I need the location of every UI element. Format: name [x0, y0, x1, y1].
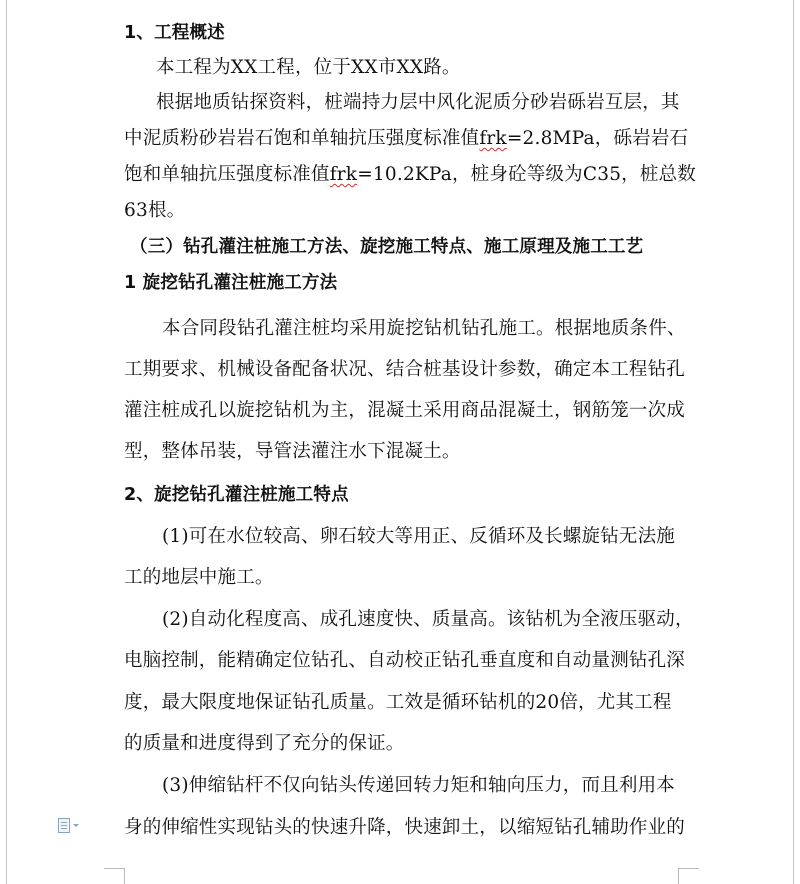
paragraph-line: 的质量和进度得到了充分的保证。 — [124, 733, 405, 754]
text-run: =10.2KPa，桩身砼等级为C35，桩总数 — [357, 164, 696, 185]
paragraph-line: 63根。 — [124, 200, 186, 221]
paragraph-line: 灌注桩成孔以旋挖钻机为主，混凝土采用商品混凝土，钢筋笼一次成 — [124, 400, 686, 421]
heading-project-overview: 1、工程概述 — [124, 23, 225, 43]
paragraph-line: 根据地质钻探资料，桩端持力层中风化泥质分砂岩砾岩互层，其 — [156, 92, 680, 113]
paragraph-line: 工期要求、机械设备配备状况、结合桩基设计参数，确定本工程钻孔 — [124, 359, 686, 380]
paragraph-line: (2)自动化程度高、成孔速度快、质量高。该钻机为全液压驱动， — [162, 609, 694, 630]
spelling-flag[interactable]: frk — [479, 128, 507, 149]
page-corner-mark-left — [104, 868, 125, 884]
dropdown-caret-icon — [73, 824, 79, 827]
section-heading: （三）钻孔灌注桩施工方法、旋挖施工特点、施工原理及施工工艺 — [130, 237, 644, 257]
text-run: 饱和单轴抗压强度标准值 — [124, 164, 330, 185]
paragraph-line — [124, 162, 696, 188]
subheading-method: 1 旋挖钻孔灌注桩施工方法 — [124, 273, 338, 293]
paragraph-line: 度，最大限度地保证钻孔质量。工效是循环钻机的20倍，尤其工程 — [124, 692, 672, 713]
paragraph-line: (1)可在水位较高、卵石较大等用正、反循环及长螺旋钻无法施 — [162, 526, 676, 547]
spelling-flag[interactable]: frk — [329, 164, 358, 185]
page-edge-right — [793, 0, 794, 884]
paragraph-line: 工的地层中施工。 — [124, 567, 274, 588]
paragraph-line: (3)伸缩钻杆不仅向钻头传递回转力矩和轴向压力，而且利用本 — [162, 775, 676, 796]
paragraph-line: 身的伸缩性实现钻头的快速升降，快速卸土，以缩短钻孔辅助作业的 — [124, 817, 686, 838]
text-run: =2.8MPa，砾岩岩石 — [506, 128, 689, 149]
paragraph-line: 电脑控制，能精确定位钻孔、自动校正钻孔垂直度和自动量测钻孔深 — [124, 650, 686, 671]
paragraph-line — [124, 126, 688, 152]
paste-options-button[interactable] — [58, 817, 88, 833]
paragraph-line: 本合同段钻孔灌注桩均采用旋挖钻机钻孔施工。根据地质条件、 — [162, 318, 686, 339]
paragraph-line: 本工程为XX工程，位于XX市XX路。 — [156, 57, 461, 78]
page-edge-left — [6, 0, 7, 884]
paragraph-line: 型，整体吊装，导管法灌注水下混凝土。 — [124, 441, 461, 462]
text-run: 中泥质粉砂岩岩石饱和单轴抗压强度标准值 — [124, 128, 480, 149]
subheading-features: 2、旋挖钻孔灌注桩施工特点 — [124, 485, 349, 505]
document-icon — [58, 818, 70, 833]
page-corner-mark-right — [678, 868, 699, 884]
